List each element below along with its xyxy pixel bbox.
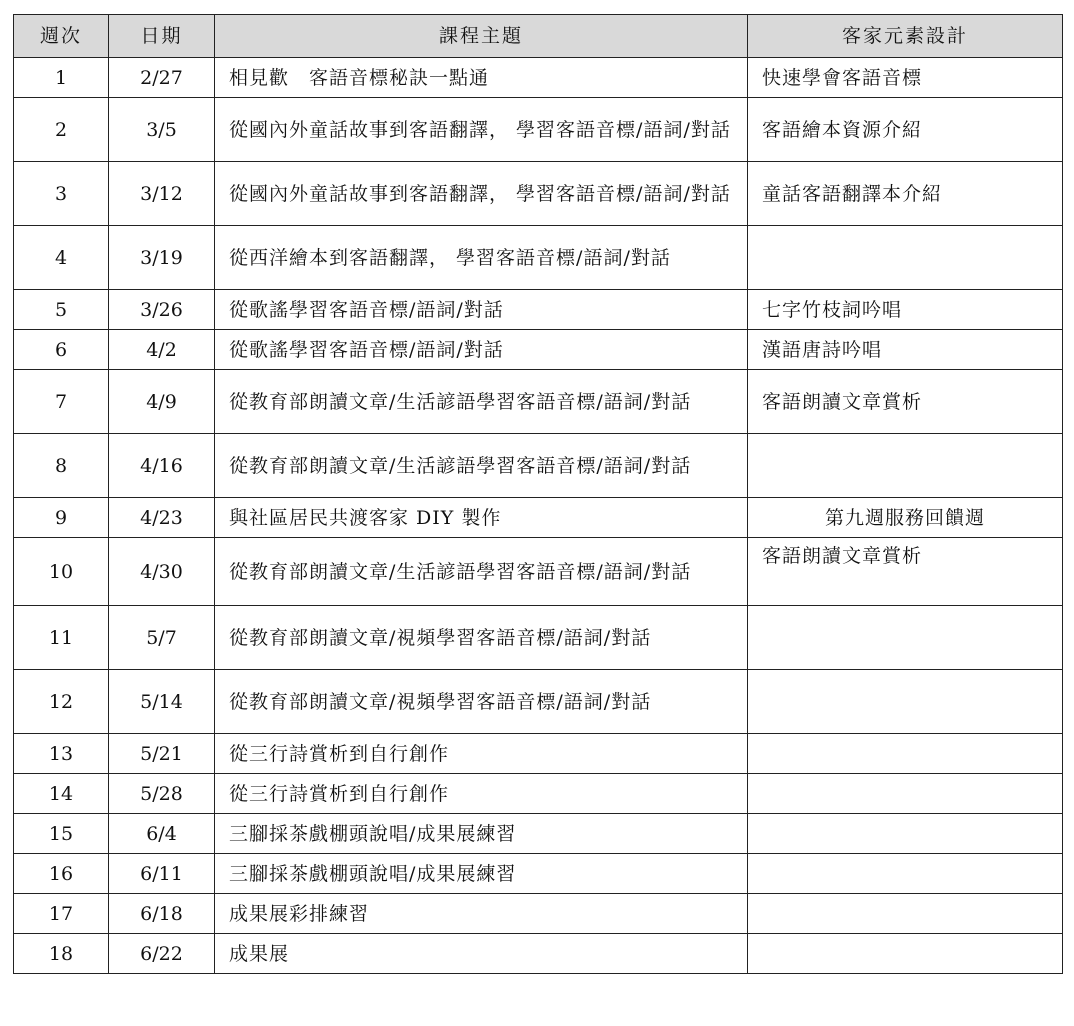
date-cell: 4/9: [109, 370, 215, 434]
date-cell: 6/18: [109, 894, 215, 934]
date-cell: 4/30: [109, 538, 215, 606]
table-row: [14, 498, 1063, 538]
topic-cell: 從教育部朗讀文章/生活諺語學習客語音標/語詞/對話: [215, 538, 748, 606]
hakka-cell: [748, 670, 1063, 734]
date-cell: 5/21: [109, 734, 215, 774]
date-cell: 3/12: [109, 162, 215, 226]
topic-cell: 從教育部朗讀文章/視頻學習客語音標/語詞/對話: [215, 606, 748, 670]
table-row: [14, 290, 1063, 330]
header-topic: 課程主題: [215, 15, 748, 58]
date-cell: 6/22: [109, 934, 215, 974]
hakka-cell: 客語繪本資源介紹: [748, 98, 1063, 162]
week-cell: 1: [14, 58, 109, 98]
table-row: [14, 226, 1063, 290]
table-row: [14, 814, 1063, 854]
table-row: [14, 538, 1063, 606]
table-row: [14, 854, 1063, 894]
topic-cell: 三腳採茶戲棚頭說唱/成果展練習: [215, 854, 748, 894]
week-cell: 11: [14, 606, 109, 670]
table-row: [14, 434, 1063, 498]
date-cell: 5/28: [109, 774, 215, 814]
hakka-cell: 客語朗讀文章賞析: [748, 538, 1063, 606]
hakka-cell: 童話客語翻譯本介紹: [748, 162, 1063, 226]
table-row: [14, 894, 1063, 934]
topic-cell: 從三行詩賞析到自行創作: [215, 774, 748, 814]
table-row: [14, 774, 1063, 814]
hakka-cell: 客語朗讀文章賞析: [748, 370, 1063, 434]
week-cell: 15: [14, 814, 109, 854]
hakka-cell: [748, 814, 1063, 854]
date-cell: 5/7: [109, 606, 215, 670]
week-cell: 7: [14, 370, 109, 434]
hakka-cell: 七字竹枝詞吟唱: [748, 290, 1063, 330]
hakka-cell: [748, 934, 1063, 974]
hakka-cell: [748, 854, 1063, 894]
date-cell: 6/4: [109, 814, 215, 854]
course-schedule-table: [13, 14, 1063, 974]
topic-cell: 從歌謠學習客語音標/語詞/對話: [215, 330, 748, 370]
hakka-cell: [748, 774, 1063, 814]
topic-cell: 從三行詩賞析到自行創作: [215, 734, 748, 774]
week-cell: 2: [14, 98, 109, 162]
week-cell: 3: [14, 162, 109, 226]
date-cell: 5/14: [109, 670, 215, 734]
date-cell: 2/27: [109, 58, 215, 98]
week-cell: 5: [14, 290, 109, 330]
week-cell: 9: [14, 498, 109, 538]
topic-cell: 三腳採茶戲棚頭說唱/成果展練習: [215, 814, 748, 854]
topic-cell: 從教育部朗讀文章/生活諺語學習客語音標/語詞/對話: [215, 434, 748, 498]
topic-cell: 成果展: [215, 934, 748, 974]
hakka-cell: 快速學會客語音標: [748, 58, 1063, 98]
hakka-cell: [748, 734, 1063, 774]
week-cell: 17: [14, 894, 109, 934]
table-row: [14, 58, 1063, 98]
hakka-cell: [748, 434, 1063, 498]
hakka-cell: [748, 894, 1063, 934]
date-cell: 4/2: [109, 330, 215, 370]
table-row: [14, 98, 1063, 162]
topic-cell: 從教育部朗讀文章/視頻學習客語音標/語詞/對話: [215, 670, 748, 734]
date-cell: 3/26: [109, 290, 215, 330]
header-week: 週次: [14, 15, 109, 58]
table-row: [14, 162, 1063, 226]
topic-cell: 與社區居民共渡客家 DIY 製作: [215, 498, 748, 538]
table-row: [14, 370, 1063, 434]
topic-cell: 從西洋繪本到客語翻譯， 學習客語音標/語詞/對話: [215, 226, 748, 290]
topic-cell: 相見歡 客語音標秘訣一點通: [215, 58, 748, 98]
week-cell: 16: [14, 854, 109, 894]
hakka-cell: 第九週服務回饋週: [748, 498, 1063, 538]
week-cell: 4: [14, 226, 109, 290]
table-row: [14, 670, 1063, 734]
week-cell: 13: [14, 734, 109, 774]
header-date: 日期: [109, 15, 215, 58]
week-cell: 14: [14, 774, 109, 814]
table-row: [14, 330, 1063, 370]
date-cell: 4/16: [109, 434, 215, 498]
week-cell: 10: [14, 538, 109, 606]
topic-cell: 從歌謠學習客語音標/語詞/對話: [215, 290, 748, 330]
topic-cell: 從國內外童話故事到客語翻譯， 學習客語音標/語詞/對話: [215, 162, 748, 226]
date-cell: 6/11: [109, 854, 215, 894]
hakka-cell: [748, 226, 1063, 290]
date-cell: 4/23: [109, 498, 215, 538]
week-cell: 18: [14, 934, 109, 974]
table-row: [14, 934, 1063, 974]
week-cell: 6: [14, 330, 109, 370]
topic-cell: 成果展彩排練習: [215, 894, 748, 934]
header-row: [14, 15, 1063, 58]
topic-cell: 從國內外童話故事到客語翻譯， 學習客語音標/語詞/對話: [215, 98, 748, 162]
table-row: [14, 606, 1063, 670]
week-cell: 8: [14, 434, 109, 498]
week-cell: 12: [14, 670, 109, 734]
date-cell: 3/5: [109, 98, 215, 162]
date-cell: 3/19: [109, 226, 215, 290]
header-hakka-design: 客家元素設計: [748, 15, 1063, 58]
table-row: [14, 734, 1063, 774]
topic-cell: 從教育部朗讀文章/生活諺語學習客語音標/語詞/對話: [215, 370, 748, 434]
hakka-cell: [748, 606, 1063, 670]
hakka-cell: 漢語唐詩吟唱: [748, 330, 1063, 370]
